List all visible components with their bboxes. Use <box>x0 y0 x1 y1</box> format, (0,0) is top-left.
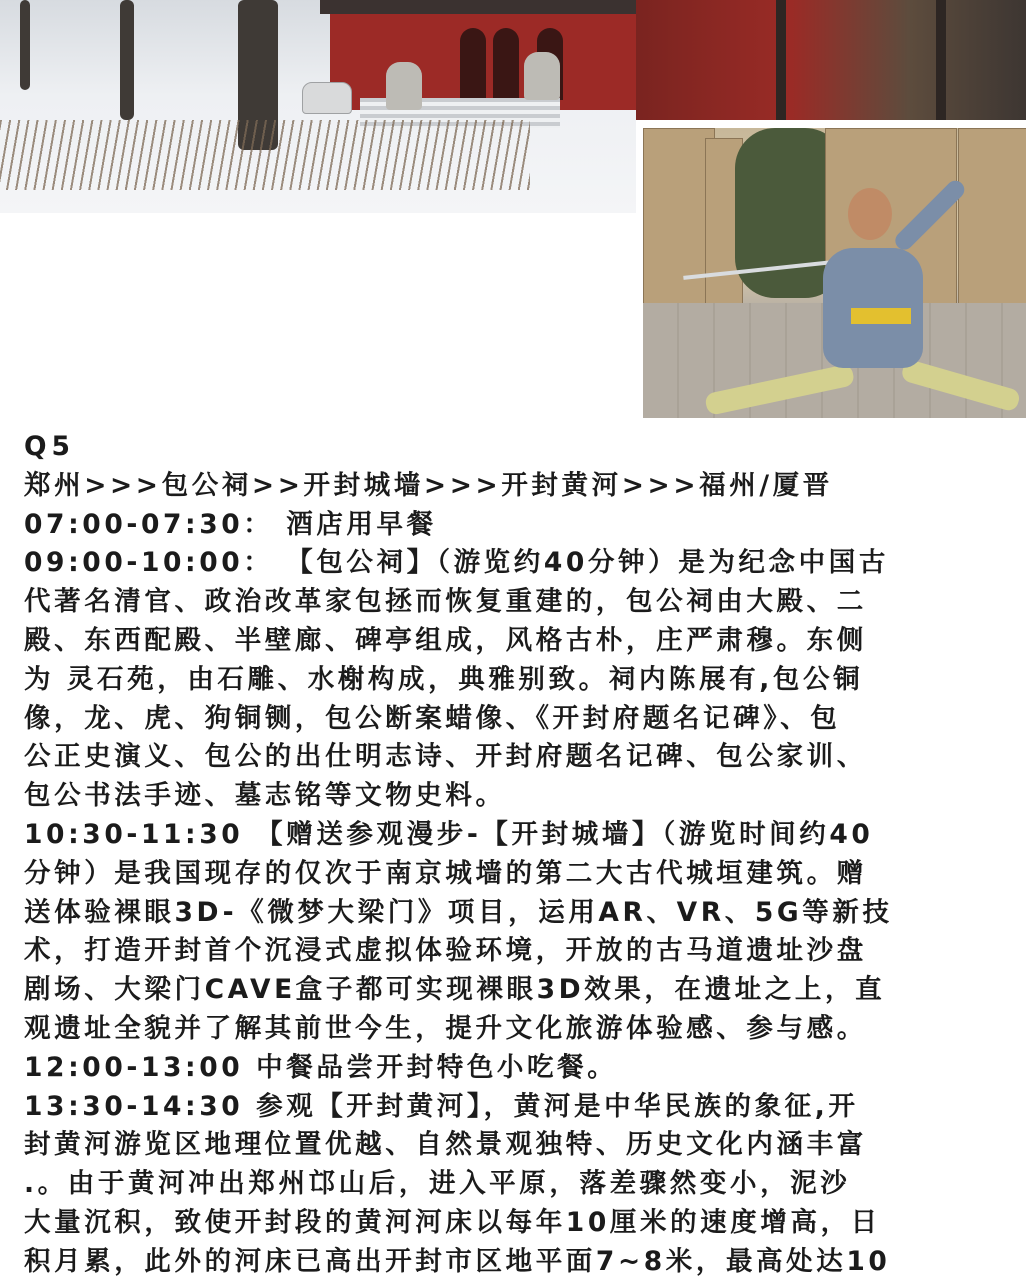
stone-lion <box>386 62 422 110</box>
itinerary-line: 剧场、大梁门CAVE盒子都可实现裸眼3D效果，在遗址之上，直 <box>24 974 886 1006</box>
itinerary-line: 术，打造开封首个沉浸式虚拟体验环境，开放的古马道遗址沙盘 <box>24 935 867 967</box>
itinerary-line: 像，龙、虎、狗铜铡，包公断案蜡像、《开封府题名记碑》、包 <box>24 702 841 734</box>
bamboo-fence <box>0 120 530 190</box>
temple-arch <box>460 28 486 100</box>
temple-roof <box>320 0 636 14</box>
temple-gate-photo-strip <box>636 0 1026 120</box>
itinerary-line: 13:30-14:30 参观【开封黄河】，黄河是中华民族的象征,开 <box>24 1090 859 1122</box>
itinerary-line: 大量沉积，致使开封段的黄河河床以每年10厘米的速度增高，日 <box>24 1206 881 1238</box>
gate-post <box>776 0 786 120</box>
itinerary-line: 送体验裸眼3D-《微梦大梁门》项目，运用AR、VR、5G等新技 <box>24 896 893 928</box>
itinerary-line: 公正史演义、包公的出仕明志诗、开封府题名记碑、包公家训、 <box>24 741 867 773</box>
gate-post <box>936 0 946 120</box>
itinerary-line: 封黄河游览区地理位置优越、自然景观独特、历史文化内涵丰富 <box>24 1129 867 1161</box>
itinerary-line: 观遗址全貌并了解其前世今生，提升文化旅游体验感、参与感。 <box>24 1012 867 1044</box>
pagoda <box>958 128 1026 310</box>
kungfu-monk-photo <box>643 128 1026 418</box>
tree-trunk <box>120 0 134 120</box>
itinerary-line: 殿、东西配殿、半壁廊、碑亭组成，风格古朴，庄严肃穆。东侧 <box>24 624 867 656</box>
itinerary-line: 为 灵石苑，由石雕、水榭构成，典雅别致。祠内陈展有,包公铜 <box>24 663 864 695</box>
itinerary-line: 代著名清官、政治改革家包拯而恢复重建的，包公祠由大殿、二 <box>24 586 867 618</box>
day-code: Q5 <box>24 431 75 462</box>
itinerary-line: .。由于黄河冲出郑州邙山后，进入平原，落差骤然变小，泥沙 <box>24 1168 851 1200</box>
parked-car <box>302 82 352 114</box>
itinerary-line: 10:30-11:30 【赠送参观漫步-【开封城墙】（游览时间约40 <box>24 818 874 850</box>
itinerary-line: 分钟）是我国现存的仅次于南京城墙的第二大古代城垣建筑。赠 <box>24 857 867 889</box>
tree-trunk <box>20 0 30 90</box>
itinerary-text <box>24 428 1014 1282</box>
route-line: 郑州>>>包公祠>>开封城墙>>>开封黄河>>>福州/厦晋 <box>24 469 833 501</box>
temple-arch <box>493 28 519 100</box>
stone-lion <box>524 52 560 100</box>
temple-snow-photo <box>0 0 636 213</box>
itinerary-line: 积月累，此外的河床已高出开封市区地平面7~8米，最高处达10 <box>24 1245 891 1277</box>
itinerary-line: 12:00-13:00 中餐品尝开封特色小吃餐。 <box>24 1051 618 1083</box>
itinerary-line: 09:00-10:00： 【包公祠】（游览约40分钟）是为纪念中国古 <box>24 547 889 579</box>
itinerary-line: 07:00-07:30： 酒店用早餐 <box>24 508 437 540</box>
monk-belt <box>851 308 911 324</box>
itinerary-line: 包公书法手迹、墓志铭等文物史料。 <box>24 780 506 812</box>
monk-head <box>848 188 892 240</box>
